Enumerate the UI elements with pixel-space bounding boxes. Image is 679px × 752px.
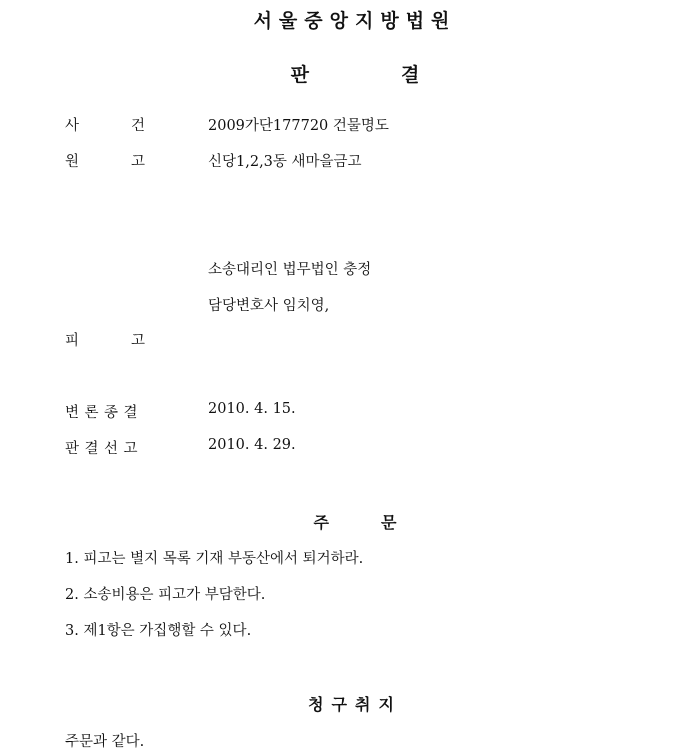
document-title-right: 결 (401, 64, 420, 86)
verdict-date: 2010. 4. 29. (208, 437, 296, 453)
order-item: 1. 피고는 별지 목록 기재 부동산에서 퇴거하라. (65, 551, 364, 567)
verdict-label: 판결선고 (65, 441, 144, 457)
claim-text: 주문과 같다. (65, 734, 145, 750)
case-value: 2009가단177720 건물명도 (208, 118, 389, 134)
defendant-label: 피 고 (65, 333, 145, 349)
court-name: 서울중앙지방법원 (253, 10, 457, 32)
attorney-firm: 소송대리인 법무법인 충정 (208, 262, 372, 278)
closing-label: 변론종결 (65, 405, 144, 421)
attorney-lawyer: 담당변호사 임치영, (208, 298, 330, 314)
plaintiff-label: 원 고 (65, 154, 145, 170)
closing-date: 2010. 4. 15. (208, 401, 296, 417)
document-title (0, 60, 679, 87)
document-title-left: 판 (290, 64, 309, 86)
order-item: 3. 제1항은 가집행할 수 있다. (65, 623, 252, 639)
order-item: 2. 소송비용은 피고가 부담한다. (65, 587, 266, 603)
claim-heading: 청구취지 (308, 695, 402, 714)
order-heading: 주 문 (313, 513, 397, 532)
case-label: 사 건 (65, 118, 145, 134)
plaintiff-value: 신당1,2,3동 새마을금고 (208, 154, 362, 170)
